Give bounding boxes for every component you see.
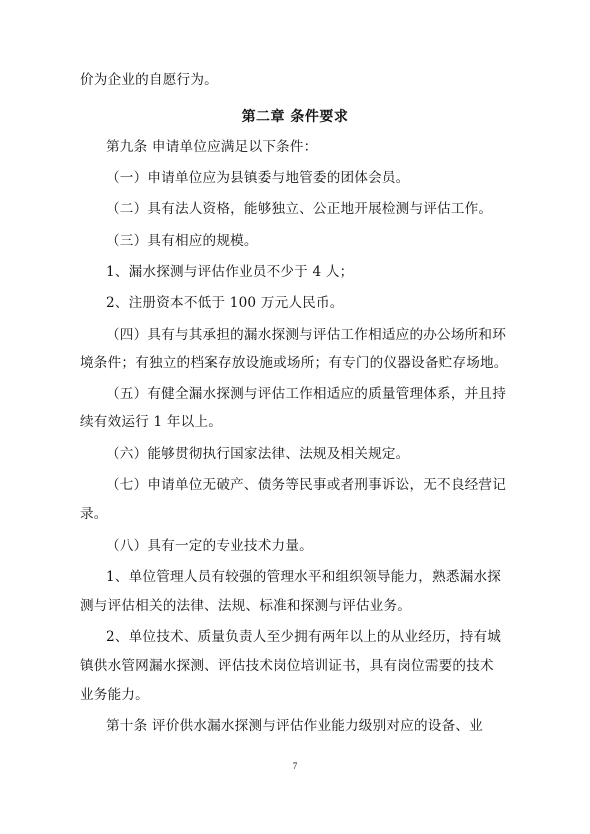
paragraph-line: （一）申请单位应为县镇委与地管委的团体会员。 <box>106 170 410 186</box>
paragraph-line: 2、注册资本不低于 100 万元人民币。 <box>106 295 344 311</box>
paragraph-line: 1、单位管理人员有较强的管理水平和组织领导能力，熟悉漏水探 <box>106 569 502 585</box>
paragraph-line: （六）能够贯彻执行国家法律、法规及相关规定。 <box>106 446 410 462</box>
paragraph-line: 测与评估相关的法律、法规、标准和探测与评估业务。 <box>80 598 412 614</box>
paragraph-line: 价为企业的自愿行为。 <box>80 72 218 88</box>
paragraph-line: （二）具有法人资格，能够独立、公正地开展检测与评估工作。 <box>106 201 493 217</box>
paragraph-line: （七）申请单位无破产、债务等民事或者刑事诉讼，无不良经营记 <box>106 477 507 493</box>
paragraph-line: （八）具有一定的专业技术力量。 <box>106 538 313 554</box>
paragraph-line: （四）具有与其承担的漏水探测与评估工作相适应的办公场所和环 <box>106 327 507 343</box>
page-number: 7 <box>292 761 298 771</box>
paragraph-line: 第十条 评价供水漏水探测与评估作业能力级别对应的设备、业 <box>106 718 483 734</box>
paragraph-line: 2、单位技术、质量负责人至少拥有两年以上的从业经历，持有城 <box>106 629 502 645</box>
paragraph-line: 业务能力。 <box>80 687 149 703</box>
paragraph-line: 镇供水管网漏水探测、评估技术岗位培训证书，具有岗位需要的技术 <box>80 658 494 674</box>
paragraph-line: 境条件；有独立的档案存放设施或场所；有专门的仪器设备贮存场地。 <box>80 355 508 371</box>
paragraph-line: 录。 <box>80 506 108 522</box>
paragraph-line: （三）具有相应的规模。 <box>106 233 258 249</box>
paragraph-line: 第九条 申请单位应满足以下条件： <box>106 139 318 155</box>
paragraph-line: （五）有健全漏水探测与评估工作相适应的质量管理体系，并且持 <box>106 386 507 402</box>
paragraph-line: 续有效运行 1 年以上。 <box>80 414 223 430</box>
paragraph-line: 1、漏水探测与评估作业员不少于 4 人； <box>106 264 354 280</box>
chapter-heading: 第二章 条件要求 <box>241 109 349 125</box>
